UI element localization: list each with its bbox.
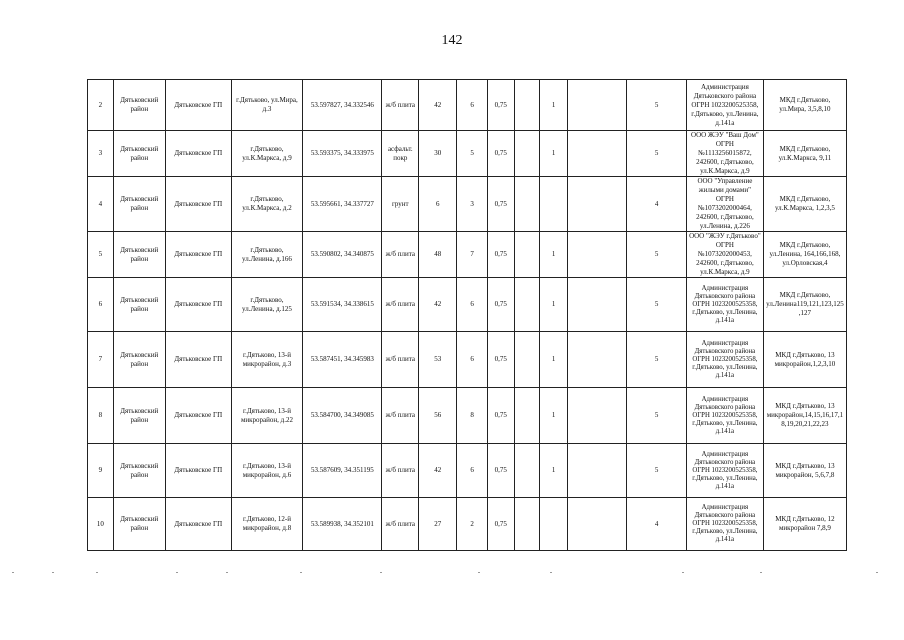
column-13-cell: 5 [627,131,686,177]
container-volume-cell: 0,75 [487,131,514,177]
container-count-cell: 6 [457,332,488,388]
column-12-cell [567,498,626,551]
owner-cell: ООО "Управление жилыми домами" ОГРН №1073202000464, 242600, г.Дятьково, ул.Ленина, д.226 [686,177,763,232]
area-cell: 42 [419,278,457,332]
district-cell: Дятьковский район [113,278,165,332]
column-10-cell [514,388,540,444]
surface-cell: ж/б плита [382,388,419,444]
settlement-cell: Дятьковское ГП [165,498,231,551]
address-cell: г.Дятьково, 13-й микрорайон, д.22 [231,388,303,444]
owner-cell: Администрация Дятьковского района ОГРН 1023200525358, г.Дятьково, ул.Ленина, д.141а [686,444,763,498]
container-volume-cell: 0,75 [487,388,514,444]
address-cell: г.Дятьково, 13-й микрорайон, д.3 [231,332,303,388]
table-row [88,177,847,232]
settlement-cell: Дятьковское ГП [165,388,231,444]
container-volume-cell: 0,75 [487,177,514,232]
district-cell: Дятьковский район [113,332,165,388]
column-13-cell: 5 [627,332,686,388]
area-cell: 42 [419,80,457,131]
surface-cell: ж/б плита [382,80,419,131]
surface-cell: ж/б плита [382,278,419,332]
coordinates-cell: 53.589938, 34.352101 [303,498,382,551]
coordinates-cell: 53.595661, 34.337727 [303,177,382,232]
settlement-cell: Дятьковское ГП [165,278,231,332]
page-number: 142 [441,33,463,48]
column-12-cell [567,278,626,332]
container-count-cell: 2 [457,498,488,551]
surface-cell: ж/б плита [382,332,419,388]
container-count-cell: 3 [457,177,488,232]
surface-cell: асфальт. покр [382,131,419,177]
column-13-cell: 5 [627,278,686,332]
coordinates-cell: 53.587451, 34.345983 [303,332,382,388]
column-11-cell [540,177,568,232]
address-cell: г.Дятьково, ул.К.Маркса, д.9 [231,131,303,177]
area-cell: 56 [419,388,457,444]
table-row [88,498,847,551]
column-13-cell: 4 [627,177,686,232]
surface-cell: ж/б плита [382,498,419,551]
coordinates-cell: 53.584700, 34.349085 [303,388,382,444]
coordinates-cell: 53.591534, 34.338615 [303,278,382,332]
address-cell: г.Дятьково, ул.Мира, д.3 [231,80,303,131]
row-number: 2 [88,80,114,131]
table-row [88,278,847,332]
column-10-cell [514,444,540,498]
column-13-cell: 5 [627,80,686,131]
owner-cell: ООО "ЖЭУ г.Дятьково" ОГРН №1073202000453, 242600, г.Дятьково, ул.К.Маркса, д.9 [686,232,763,278]
served-objects-cell: МКД г.Дятьково, 13 микрорайон,1,2,3,10 [763,332,846,388]
owner-cell: Администрация Дятьковского района ОГРН 1023200525358, г.Дятьково, ул.Ленина, д.141а [686,332,763,388]
served-objects-cell: МКД г.Дятьково, ул.Ленина, 164,166,168, ул.Орловская,4 [763,232,846,278]
settlement-cell: Дятьковское ГП [165,444,231,498]
coordinates-cell: 53.593375, 34.333975 [303,131,382,177]
area-cell: 27 [419,498,457,551]
served-objects-cell: МКД г.Дятьково, 13 микрорайон, 5,6,7,8 [763,444,846,498]
district-cell: Дятьковский район [113,232,165,278]
served-objects-cell: МКД г.Дятьково, 13 микрорайон,14,15,16,17,18,19,20,21,22,23 [763,388,846,444]
container-count-cell: 6 [457,444,488,498]
column-11-cell: 1 [540,444,568,498]
container-volume-cell: 0,75 [487,444,514,498]
column-12-cell [567,177,626,232]
container-count-cell: 8 [457,388,488,444]
column-11-cell: 1 [540,232,568,278]
column-13-cell: 5 [627,444,686,498]
column-11-cell: 1 [540,332,568,388]
address-cell: г.Дятьково, ул.Ленина, д.166 [231,232,303,278]
area-cell: 6 [419,177,457,232]
column-13-cell: 5 [627,232,686,278]
owner-cell: ООО ЖЭУ "Ваш Дом" ОГРН №1113256015872, 242600, г.Дятьково, ул.К.Маркса, д.9 [686,131,763,177]
row-number: 9 [88,444,114,498]
column-12-cell [567,444,626,498]
served-objects-cell: МКД г.Дятьково, ул.К.Маркса, 1,2,3,5 [763,177,846,232]
table-row [88,80,847,131]
column-11-cell [540,498,568,551]
column-13-cell: 5 [627,388,686,444]
row-number: 5 [88,232,114,278]
surface-cell: грунт [382,177,419,232]
district-cell: Дятьковский район [113,498,165,551]
settlement-cell: Дятьковское ГП [165,80,231,131]
column-11-cell: 1 [540,388,568,444]
column-10-cell [514,131,540,177]
container-volume-cell: 0,75 [487,332,514,388]
address-cell: г.Дятьково, ул.Ленина, д.125 [231,278,303,332]
surface-cell: ж/б плита [382,232,419,278]
column-12-cell [567,332,626,388]
column-10-cell [514,177,540,232]
served-objects-cell: МКД г.Дятьково, 12 микрорайон 7,8,9 [763,498,846,551]
column-10-cell [514,232,540,278]
address-cell: г.Дятьково, 12-й микрорайон, д.8 [231,498,303,551]
coordinates-cell: 53.597827, 34.332546 [303,80,382,131]
address-cell: г.Дятьково, ул.К.Маркса, д.2 [231,177,303,232]
column-10-cell [514,332,540,388]
settlement-cell: Дятьковское ГП [165,232,231,278]
district-cell: Дятьковский район [113,177,165,232]
row-number: 8 [88,388,114,444]
table-row [88,131,847,177]
owner-cell: Администрация Дятьковского района ОГРН 1023200525358, г.Дятьково, ул.Ленина, д.141а [686,278,763,332]
served-objects-cell: МКД г.Дятьково, ул.К.Маркса, 9,11 [763,131,846,177]
settlement-cell: Дятьковское ГП [165,131,231,177]
served-objects-cell: МКД г.Дятьково, ул.Ленина119,121,123,125,127 [763,278,846,332]
column-12-cell [567,232,626,278]
owner-cell: Администрация Дятьковского района ОГРН 1023200525358, г.Дятьково, ул.Ленина, д.141а [686,498,763,551]
container-count-cell: 7 [457,232,488,278]
district-cell: Дятьковский район [113,131,165,177]
container-volume-cell: 0,75 [487,498,514,551]
table-row [88,232,847,278]
column-10-cell [514,278,540,332]
district-cell: Дятьковский район [113,80,165,131]
table-row [88,332,847,388]
row-number: 6 [88,278,114,332]
column-12-cell [567,131,626,177]
column-12-cell [567,80,626,131]
area-cell: 30 [419,131,457,177]
container-count-cell: 5 [457,131,488,177]
table-row [88,388,847,444]
column-10-cell [514,498,540,551]
surface-cell: ж/б плита [382,444,419,498]
row-number: 3 [88,131,114,177]
owner-cell: Администрация Дятьковского района ОГРН 1023200525358, г.Дятьково, ул.Ленина, д.141а [686,80,763,131]
container-volume-cell: 0,75 [487,232,514,278]
address-cell: г.Дятьково, 13-й микрорайон, д.6 [231,444,303,498]
column-11-cell: 1 [540,80,568,131]
coordinates-cell: 53.587609, 34.351195 [303,444,382,498]
area-cell: 48 [419,232,457,278]
container-volume-cell: 0,75 [487,278,514,332]
settlement-cell: Дятьковское ГП [165,177,231,232]
settlement-cell: Дятьковское ГП [165,332,231,388]
column-11-cell: 1 [540,131,568,177]
area-cell: 42 [419,444,457,498]
container-count-cell: 6 [457,278,488,332]
column-11-cell: 1 [540,278,568,332]
district-cell: Дятьковский район [113,388,165,444]
container-count-cell: 6 [457,80,488,131]
column-10-cell [514,80,540,131]
row-number: 7 [88,332,114,388]
served-objects-cell: МКД г.Дятьково, ул.Мира, 3,5,8,10 [763,80,846,131]
column-13-cell: 4 [627,498,686,551]
owner-cell: Администрация Дятьковского района ОГРН 1023200525358, г.Дятьково, ул.Ленина, д.141а [686,388,763,444]
row-number: 4 [88,177,114,232]
district-cell: Дятьковский район [113,444,165,498]
row-number: 10 [88,498,114,551]
container-sites-table [87,79,847,551]
area-cell: 53 [419,332,457,388]
table-row [88,444,847,498]
container-volume-cell: 0,75 [487,80,514,131]
column-12-cell [567,388,626,444]
coordinates-cell: 53.590802, 34.340875 [303,232,382,278]
